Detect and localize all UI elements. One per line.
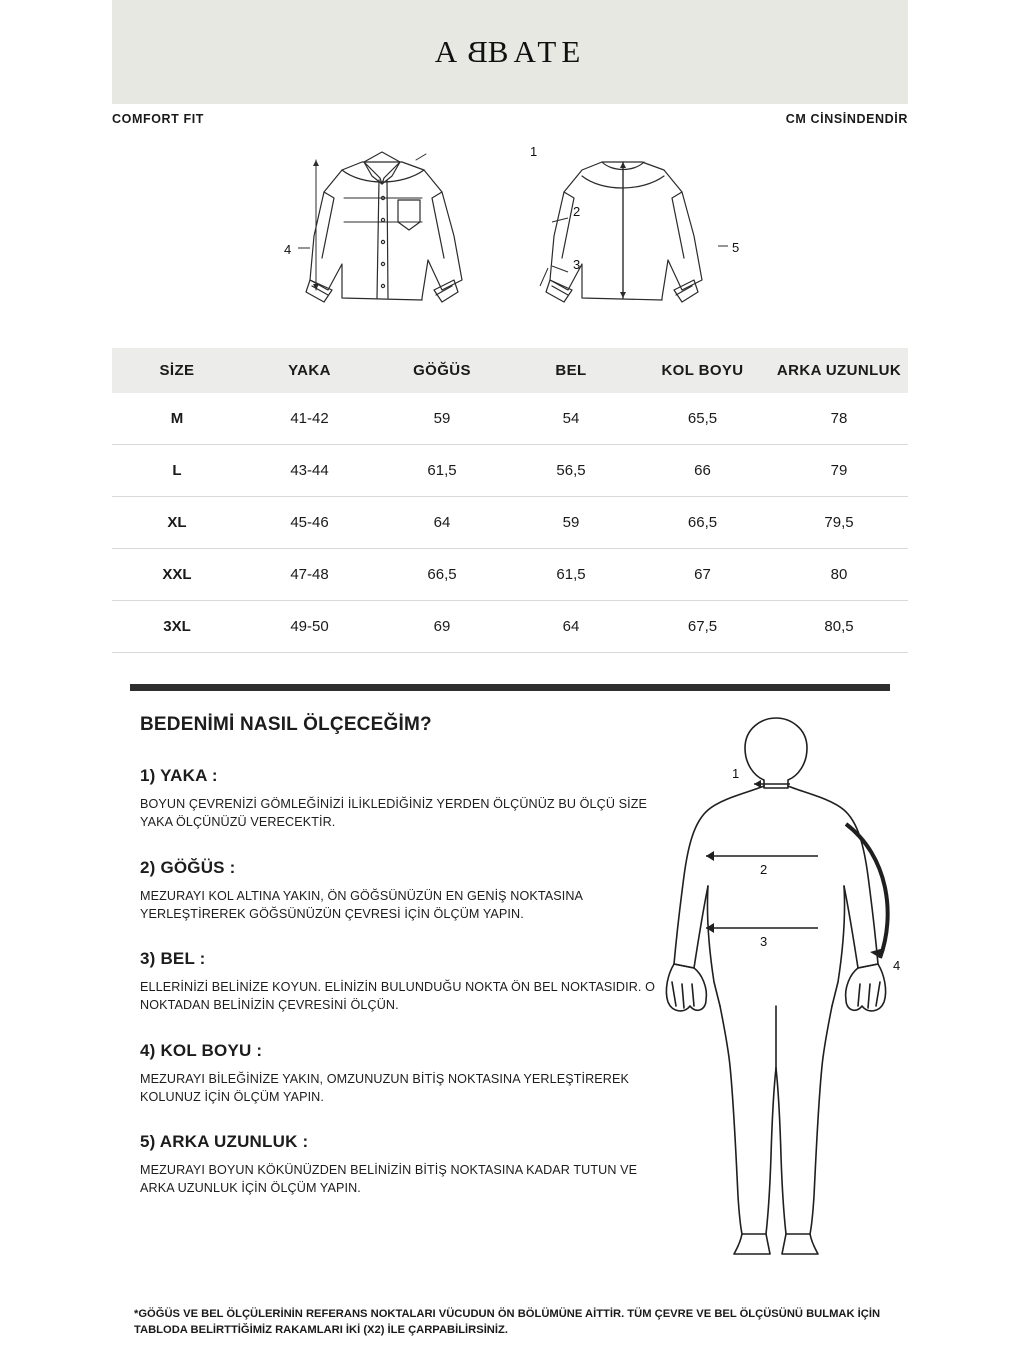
step-title-yaka: 1) YAKA : (140, 766, 218, 785)
diagram-label-5: 5 (732, 240, 740, 255)
guide-step (140, 766, 660, 832)
guide-step (140, 858, 660, 924)
cell-size: M (112, 393, 242, 445)
figure-label-1: 1 (732, 766, 740, 781)
section-divider (130, 684, 890, 691)
step-body-arka-uzunluk: MEZURAYI BOYUN KÖKÜNÜZDEN BELİNİZİN BİTİŞ NOKTASINA KADAR TUTUN VE ARKA UZUNLUK İÇİN ÖLÇÜM YAPIN. (140, 1163, 638, 1196)
cell-yaka: 41-42 (242, 393, 377, 445)
table-row (112, 549, 908, 601)
cell-arka-uzunluk: 79 (770, 445, 908, 497)
cell-arka-uzunluk: 78 (770, 393, 908, 445)
subheader-row (112, 112, 908, 126)
cell-yaka: 45-46 (242, 497, 377, 549)
brand-logo: ABBATE (434, 34, 586, 69)
th-size: SİZE (112, 348, 242, 393)
cell-bel: 56,5 (507, 445, 635, 497)
body-measurement-figure (650, 706, 930, 1266)
step-body-bel: ELLERİNİZİ BELİNİZE KOYUN. ELİNİZİN BULUNDUĞU NOKTA ÖN BEL NOKTASIDIR. O NOKTADAN BELİNİZİN ÇEVRESİNİ ÖLÇÜN. (140, 980, 656, 1013)
guide-title: BEDENİMİ NASIL ÖLÇECEĞİM? (140, 714, 432, 735)
step-body-kol-boyu: MEZURAYI BİLEĞİNİZE YAKIN, OMZUNUZUN BİTİŞ NOKTASINA YERLEŞTİREREK KOLUNUZ İÇİN ÖLÇÜM YAPIN. (140, 1071, 629, 1104)
figure-label-4: 4 (893, 958, 901, 973)
cell-bel: 64 (507, 601, 635, 653)
th-gogus: GÖĞÜS (377, 348, 507, 393)
cell-kol-boyu: 66 (635, 445, 770, 497)
figure-label-3: 3 (760, 934, 768, 949)
step-title-kol-boyu: 4) KOL BOYU : (140, 1040, 263, 1060)
cell-size: XXL (112, 549, 242, 601)
guide-step (140, 1041, 660, 1107)
cell-gogus: 61,5 (377, 445, 507, 497)
table-row (112, 601, 908, 653)
diagram-label-4: 4 (284, 242, 292, 257)
guide-step (140, 1132, 660, 1198)
step-title-bel: 3) BEL : (140, 949, 206, 968)
cell-arka-uzunluk: 80,5 (770, 601, 908, 653)
shirt-diagrams (112, 136, 908, 336)
cell-gogus: 66,5 (377, 549, 507, 601)
th-kol-boyu: KOL BOYU (635, 348, 770, 393)
fit-label: COMFORT FIT (112, 112, 205, 126)
cell-yaka: 49-50 (242, 601, 377, 653)
footnote-text: *GÖĞÜS VE BEL ÖLÇÜLERİNİN REFERANS NOKTALARI VÜCUDUN ÖN BÖLÜMÜNE AİTTİR. TÜM ÇEVRE VE BEL ÖLÇÜSÜNÜ BULMAK İÇİN TABLODA BELİRTTİĞİMİZ RAKAMLARI İKİ (X2) İLE ÇARPABİLİRSİNİZ. (134, 1308, 881, 1337)
cell-kol-boyu: 67 (635, 549, 770, 601)
table-row (112, 393, 908, 445)
cell-size: 3XL (112, 601, 242, 653)
cell-bel: 61,5 (507, 549, 635, 601)
cell-bel: 54 (507, 393, 635, 445)
th-yaka: YAKA (242, 348, 377, 393)
diagram-label-2: 2 (573, 204, 581, 219)
cell-yaka: 43-44 (242, 445, 377, 497)
cell-kol-boyu: 66,5 (635, 497, 770, 549)
step-body-gogus: MEZURAYI KOL ALTINA YAKIN, ÖN GÖĞSÜNÜZÜN EN GENİŞ NOKTASINA YERLEŞTİREREK GÖĞSÜNÜZÜN ÇEVRESİ İÇİN ÖLÇÜM YAPIN. (140, 888, 583, 921)
guide-step (140, 949, 660, 1015)
th-arka-uzunluk: ARKA UZUNLUK (770, 348, 908, 393)
figure-label-2: 2 (760, 862, 768, 877)
diagram-label-3: 3 (573, 257, 581, 272)
cell-kol-boyu: 67,5 (635, 601, 770, 653)
unit-label: CM CİNSİNDENDİR (785, 112, 908, 126)
diagram-label-1: 1 (530, 144, 538, 159)
size-table (112, 348, 908, 653)
cell-arka-uzunluk: 80 (770, 549, 908, 601)
measuring-guide (140, 714, 660, 1224)
cell-gogus: 64 (377, 497, 507, 549)
cell-size: XL (112, 497, 242, 549)
cell-size: L (112, 445, 242, 497)
cell-arka-uzunluk: 79,5 (770, 497, 908, 549)
cell-yaka: 47-48 (242, 549, 377, 601)
table-row (112, 445, 908, 497)
brand-header-band (112, 0, 908, 104)
step-title-gogus: 2) GÖĞÜS : (140, 857, 236, 877)
cell-kol-boyu: 65,5 (635, 393, 770, 445)
cell-gogus: 59 (377, 393, 507, 445)
table-header-row (112, 348, 908, 393)
cell-bel: 59 (507, 497, 635, 549)
step-body-yaka: BOYUN ÇEVRENİZİ GÖMLEĞİNİZİ İLİKLEDİĞİNİZ YERDEN ÖLÇÜNÜZ BU ÖLÇÜ SİZE YAKA ÖLÇÜNÜZÜ VERECEKTİR. (140, 797, 648, 830)
th-bel: BEL (507, 348, 635, 393)
step-title-arka-uzunluk: 5) ARKA UZUNLUK : (140, 1132, 309, 1151)
table-row (112, 497, 908, 549)
cell-gogus: 69 (377, 601, 507, 653)
